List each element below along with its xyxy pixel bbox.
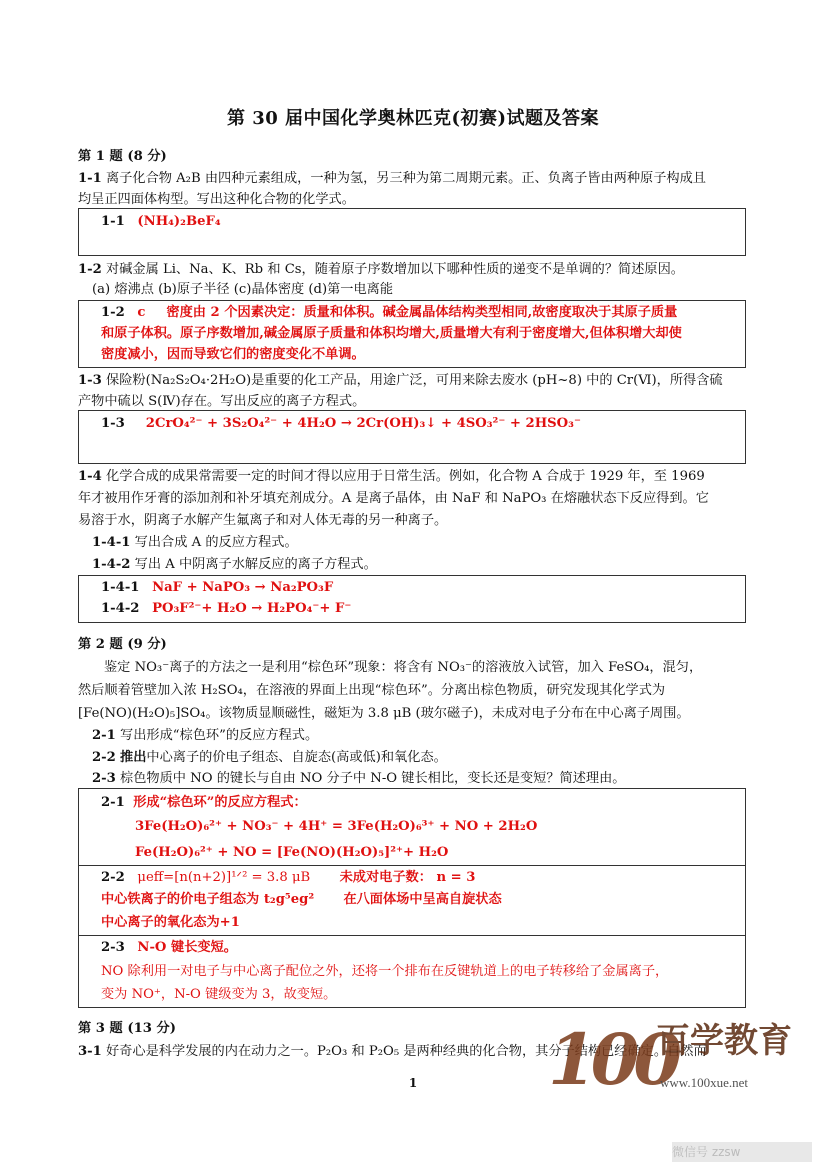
q1-4-2 [92,554,768,576]
divider [79,865,745,866]
q1-4-line2: 年才被用作牙膏的添加剂和补牙填充剂成分。A 是离子晶体，由 NaF 和 NaPO₃ 在熔融状态下反应得到。它 [78,491,709,506]
answer-1-2-line2: 和原子体积。原子序数增加,碱金属原子质量和体积均增大,质量增大有利于密度增大,但体积增大却使 [101,326,682,341]
q2-intro-line1: 鉴定 NO₃⁻离子的方法之一是利用“棕色环”现象：将含有 NO₃⁻的溶液放入试管，加入 FeSO₄，混匀， [104,660,703,675]
brand-logo [548,1018,792,1101]
q1-3-text: 保险粉(Na₂S₂O₄·2H₂O)是重要的化工产品，用途广泛，可用来除去废水 (pH~8) 中的 Cr(Ⅵ)，所得含硫 [101,373,723,388]
answer-2-3-label: 2-3 [101,940,125,955]
q3-header: 第 3 题 (13 分) [78,1021,176,1036]
q1-4-line3: 易溶于水，阴离子水解产生氟离子和对人体无毒的另一种离子。 [78,513,448,528]
answer-2-1-eq2: Fe(H₂O)₆²⁺ + NO = [Fe(NO)(H₂O)₅]²⁺+ H₂O [135,845,449,860]
answer-1-1-label: 1-1 [101,214,125,229]
q1-3-label: 1-3 [78,373,102,388]
answer-2-2-line1 [101,867,475,889]
q1-4-1-text: 写出合成 A 的反应方程式。 [130,535,298,550]
q1-4-2-text: 写出 A 中阴离子水解反应的离子方程式。 [130,557,377,572]
q1-4-1-label: 1-4-1 [92,535,131,550]
q1-4-text: 化学合成的成果常需要一定的时间才得以应用于日常生活。例如，化合物 A 合成于 1929 年，至 1969 [101,469,705,484]
answer-1-3-label: 1-3 [101,416,125,431]
q2-1 [92,725,768,747]
answer-2-2-formula: μeff=[n(n+2)]¹ᐟ² = 3.8 μB [137,870,311,885]
q2-2-label: 2-2 [92,750,116,765]
answer-1-4-2-label: 1-4-2 [101,601,140,616]
logo-url: www.100xue.net [660,1075,748,1090]
answer-2-1-title: 形成“棕色环”的反应方程式： [133,795,307,810]
q1-4-2-label: 1-4-2 [92,557,131,572]
q2-2-bold: 推出 [120,750,147,765]
q1-4-1 [92,532,768,554]
q1-1-line2: 均呈正四面体构型。写出这种化合物的化学式。 [78,192,355,207]
q2-1-text: 写出形成“棕色环”的反应方程式。 [115,728,319,743]
answer-2-2-line2 [101,889,502,911]
answer-1-2-line1 [101,302,677,324]
answer-2-2-oxidation: 中心离子的氧化态为+1 [101,915,240,930]
answer-1-2-line3: 密度减小，因而导致它们的密度变化不单调。 [101,347,365,362]
answer-1-4-1-label: 1-4-1 [101,580,140,595]
answer-2-2-spin: 在八面体场中呈高自旋状态 [343,892,502,907]
q1-1-line1 [78,168,754,190]
q1-2-label: 1-2 [78,262,102,277]
q1-2-options: (a) 熔沸点 (b)原子半径 (c)晶体密度 (d)第一电离能 [92,282,394,297]
answer-1-3-text: 2CrO₄²⁻ + 3S₂O₄²⁻ + 4H₂O → 2Cr(OH)₃↓ + 4SO₃²⁻ + 2HSO₃⁻ [145,416,581,431]
q3-1-label: 3-1 [78,1044,102,1059]
q2-3-text: 棕色物质中 NO 的键长与自由 NO 分子中 N-O 键长相比，变长还是变短？简述理由。 [115,771,626,786]
q2-3-label: 2-3 [92,771,116,786]
q2-2-text: 中心离子的价电子组态、自旋态(高或低)和氧化态。 [146,750,447,765]
answer-box-1-1 [78,208,746,256]
logo-number: 100 [548,1018,677,1101]
answer-2-1-eq1: 3Fe(H₂O)₆²⁺ + NO₃⁻ + 4H⁺ = 3Fe(H₂O)₆³⁺ + NO + 2H₂O [135,819,538,834]
answer-1-2-text1: 密度由 2 个因素决定：质量和体积。碱金属晶体结构类型相同,故密度取决于其原子质量 [166,305,678,320]
answer-2-3-line2: 变为 NO⁺，N-O 键级变为 3，故变短。 [101,987,337,1002]
answer-2-3-line1: NO 除利用一对电子与中心离子配位之外，还将一个排布在反键轨道上的电子转移给了金属离子， [101,964,669,979]
q2-header: 第 2 题 (9 分) [78,637,167,652]
answer-1-4-1 [101,577,333,599]
q2-intro-line3: [Fe(NO)(H₂O)₅]SO₄。该物质显顺磁性，磁矩为 3.8 μB (玻尔磁子)，未成对电子分布在中心离子周围。 [78,706,690,721]
answer-2-1-label: 2-1 [101,795,125,810]
q2-3 [92,768,768,790]
answer-box-2 [78,788,746,1008]
answer-box-1-4 [78,575,746,623]
answer-1-1 [101,211,221,233]
answer-2-2-config: 中心铁离子的价电子组态为 t₂g⁵eg² [101,892,315,907]
q1-2-line [78,259,754,281]
answer-1-4-2-text: PO₃F²⁻+ H₂O → H₂PO₄⁻+ F⁻ [152,601,352,616]
answer-2-3-title-line [101,937,237,959]
q1-1-text: 离子化合物 A₂B 由四种元素组成，一种为氢，另三种为第二周期元素。正、负离子皆由两种原子构成且 [101,171,706,186]
page-number: 1 [408,1076,418,1090]
answer-box-1-3 [78,410,746,464]
answer-2-3-title: N-O 键长变短。 [137,940,237,955]
answer-2-2-unpaired: 未成对电子数： n = 3 [339,870,476,885]
q1-header: 第 1 题 (8 分) [78,149,167,164]
q1-3-line1 [78,370,754,392]
q1-4-line1 [78,466,754,488]
answer-1-2-choice: c [137,305,146,320]
answer-1-3 [101,413,581,435]
q2-intro-line2: 然后顺着管壁加入浓 H₂SO₄，在溶液的界面上出现“棕色环”。分离出棕色物质，研究发现其化学式为 [78,683,666,698]
answer-1-1-text: (NH₄)₂BeF₄ [137,214,221,229]
answer-2-2-label: 2-2 [101,870,125,885]
answer-1-4-1-text: NaF + NaPO₃ → Na₂PO₃F [152,580,334,595]
q1-4-label: 1-4 [78,469,102,484]
page-title: 第 30 届中国化学奥林匹克(初赛)试题及答案 [226,108,600,129]
q1-3-line2: 产物中硫以 S(Ⅳ)存在。写出反应的离子方程式。 [78,394,366,409]
answer-1-2-label: 1-2 [101,305,125,320]
q3-1-text: 好奇心是科学发展的内在动力之一。P₂O₃ 和 P₂O₅ 是两种经典的化合物，其分子结构已经确定。自然而 [101,1044,707,1059]
answer-1-4-2 [101,598,351,620]
watermark: 微信号 zzsw [672,1142,812,1162]
divider [79,935,745,936]
q1-1-label: 1-1 [78,171,102,186]
q1-2-text: 对碱金属 Li、Na、K、Rb 和 Cs，随着原子序数增加以下哪种性质的递变不是单调的？简述原因。 [101,262,684,277]
logo-name: 百学教育 [656,1021,792,1061]
answer-box-1-2 [78,300,746,368]
q2-1-label: 2-1 [92,728,116,743]
q2-2 [92,747,768,769]
answer-2-1-title-line [101,792,307,814]
